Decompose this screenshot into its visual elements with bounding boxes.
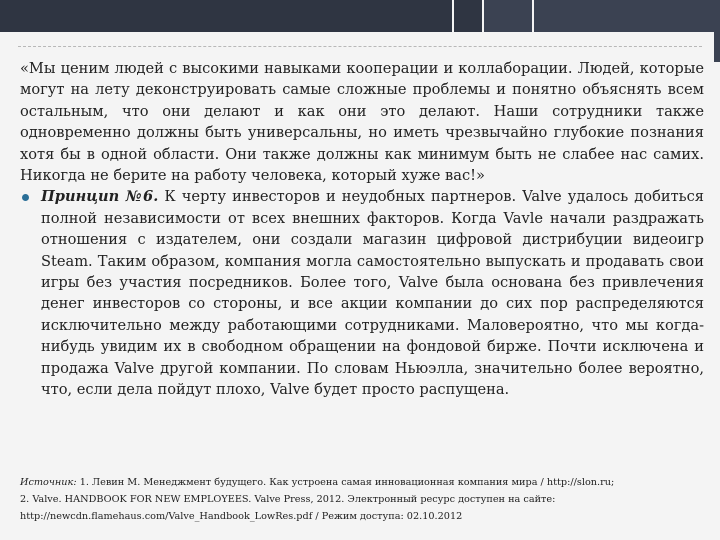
source-line-3: http://newcdn.flamehaus.com/Valve_Handbook_LowRes.pdf / Режим доступа: 02.10.2012 <box>20 511 463 522</box>
principle-text: К черту инвесторов и неудобных партнеров. Valve удалось добиться полной независимости от всех внешних факторов. Когда Vavle начали раздражать отношения с издателем, они создали магазин цифровой дистрибуции видеоигр Steam. Таким образом, компания могла самостоятельно выпускать и продавать свои игры без участия посредников. Более того, Valve была основана без привлечения денег инвесторов со стороны, и все акции компании до сих пор распределяются исключительно между работающими сотрудниками. Маловероятно, что мы когда-нибудь увидим их в свободном обращении на фондовой бирже. Почти исключена и продажа Valve другой компании. По словам Ньюэлла, значительно более вероятно, что, если дела пойдут плохо, Valve будет просто распущена. <box>41 188 704 399</box>
slide-body <box>20 58 704 401</box>
source-line-1 <box>20 474 710 491</box>
principle-label: Принцип №6. <box>41 188 159 206</box>
bullet-dot-icon <box>22 194 29 201</box>
sources-block <box>20 474 710 525</box>
top-header-bar <box>0 0 720 32</box>
header-segment <box>482 0 532 32</box>
principle-bullet <box>20 186 704 400</box>
source-text-1: 1. Левин М. Менеджмент будущего. Как устроена самая инновационная компания мира / http://slon.ru; <box>79 477 615 488</box>
source-line-2: 2. Valve. HANDBOOK FOR NEW EMPLOYEES. Valve Press, 2012. Электронный ресурс доступен на сайте: <box>20 494 556 505</box>
header-segment <box>532 0 720 32</box>
quote-paragraph: «Мы ценим людей с высокими навыками кооперации и коллаборации. Людей, которые могут на лету деконструировать самые сложные проблемы и понятно объяснять всем остальным, что они делают и как они это делают. Наши сотрудники также одновременно должны быть универсальны, но иметь чрезвычайно глубокие познания хотя бы в одной области. Они также должны как минимум быть не слабее нас самих. Никогда не берите на работу человека, который хуже вас!» <box>20 60 704 185</box>
header-segment <box>452 0 482 32</box>
sources-label: Источник: <box>20 477 77 488</box>
dashed-divider <box>18 46 702 47</box>
header-corner-block <box>714 32 720 62</box>
